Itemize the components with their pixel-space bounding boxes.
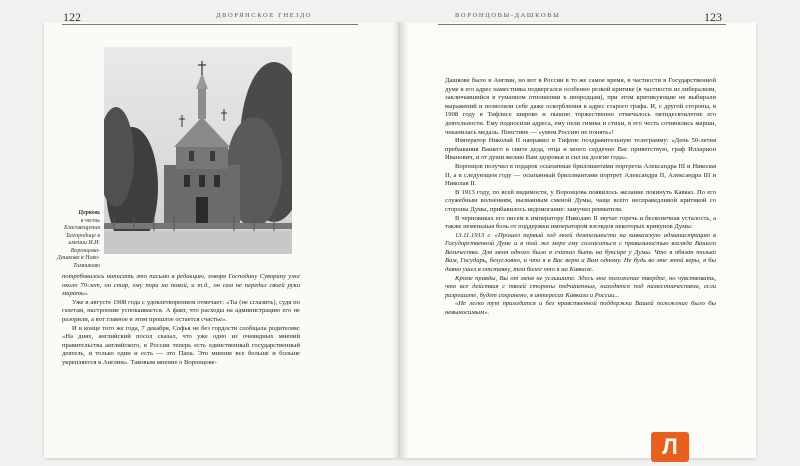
photo-caption — [50, 210, 100, 270]
publisher-logo-icon — [651, 432, 689, 462]
right-page-number: 123 — [704, 10, 722, 24]
paragraph: потребовалось написать это письмо в редакцию, говоря Господину Суворину уже около 70-лет, он стар, ему пора на покой, и т.д., он сам не передал своей руки марать». — [62, 273, 300, 298]
paragraph: «Не легко тут приходится и без нравственной поддержки Вашей положение было бы невыносимым». — [445, 300, 716, 317]
paragraph: Император Николай II направил в Тифлис поздравительную телеграмму: «День 50-летия пребывания Вашего в свите деда, отца и моего сердечно Вас приветствую, граф Илларион Иванович, и от души желаю Вам здоровья и сил на долгие года». — [445, 137, 716, 162]
left-running-title: ДВОРЯНСКОЕ ГНЕЗДО — [216, 12, 313, 19]
left-body-text — [62, 273, 300, 368]
paragraph: В 1913 году, по всей видимости, у Воронцова появилось желание покинуть Кавказ. По его служебным волнениям, вызванным сменой Думы, чаще всего несправедливой критикой со стороны Думы, прибавилось недомогание: замучил ревматизм. — [445, 188, 716, 213]
left-page-number: 122 — [63, 10, 81, 24]
right-running-title: ВОРОНЦОВЫ-ДАШКОВЫ — [455, 12, 561, 19]
publisher-logo-letter: Л — [662, 434, 678, 459]
church-photo — [104, 47, 292, 254]
church-photo-image — [104, 47, 292, 254]
paragraph: Кроме правды, Вы от меня не услышите. Здесь мое положение твердое, но чувствовать, что все действия с твоей стороны подчиненных, находятся под наместничеством, если разрешите, будет сохранено, в интересах Кавказа и России... — [445, 274, 716, 299]
paragraph: 13.11.1913 г. «Прошел первый год моей деятельности на кавказскую администрацию в Государственной Думе и в той же мере ему согласиться с правильностью взгляда Вашего Величества. Для меня одного было я считал быть на буксире у Думы. Что я обязан только Вам, Государь, безусловно, и что я в Вас верю и Вам одному. Не будь во мне этой веры, я бы давно ушел в отставку, тем более что я на Кавказе. — [445, 231, 716, 274]
paragraph: Дашкове было в Англии, но вот в России в то же самое время, в частности в Государственной думе в его адрес наместника подвергался особенно резкой критике (в частности из либерализм, заключавшийся в гуманном отношении к инородцам), при этом критикующие не выбирали выражений и позволяли себе даже оскорбления в адрес старого графа. И, с другой стороны, в 1908 году в Тифлисе широко и пышно торжественно отмечалось пятидесятилетие его деятельности. Ему подносили адреса, ему пели гимны и стихи, в его честь сочинялись марши, чеканилась медаль. Понстине — «умом Россию не понять»! — [445, 77, 716, 136]
left-header-rule — [62, 24, 358, 25]
paragraph: В черновиках его писем к императору Николаю II звучат горечь и бесконечная усталость, а также неменьшая боль от поддержки императором взглядов некоторых крикунов Думы: — [445, 214, 716, 231]
book-gutter — [392, 22, 408, 458]
paragraph: Воронцов получил в подарок осыпанные бриллиантами портреты Александра III и Николая II, а в следующем году — осыпанный бриллиантами портрет Александра II, Александра III и Николая II. — [445, 162, 716, 188]
paragraph: И в конце того же года, 7 декабря, Софья не без гордости сообщала родителям: «На днях, английский посол сказал, что уже одно из очевидных мнений правительства английского, в России теперь есть единственный государственный деятель, и только один и есть — это Папа. Это мнение все больше и больше укрепляется в Англии». Таковым мнение о Воронцове- — [62, 324, 300, 366]
paragraph: Уже в августе 1908 года с удовлетворением отмечает: «Ты (не сглазить), судя по газетам, настроение успокаивается. А факт, что расходы на администрацию его не разорили, а вот главное в этом прошлое остается счастье». — [62, 298, 300, 323]
right-header-rule — [438, 24, 726, 25]
right-body-text — [445, 77, 716, 318]
caption-text: в честь Благовещения Богородице в имении И.И. Воронцова-Дашкова в Ново-Томниково — [57, 217, 100, 269]
caption-lead: Церковь — [78, 210, 100, 216]
